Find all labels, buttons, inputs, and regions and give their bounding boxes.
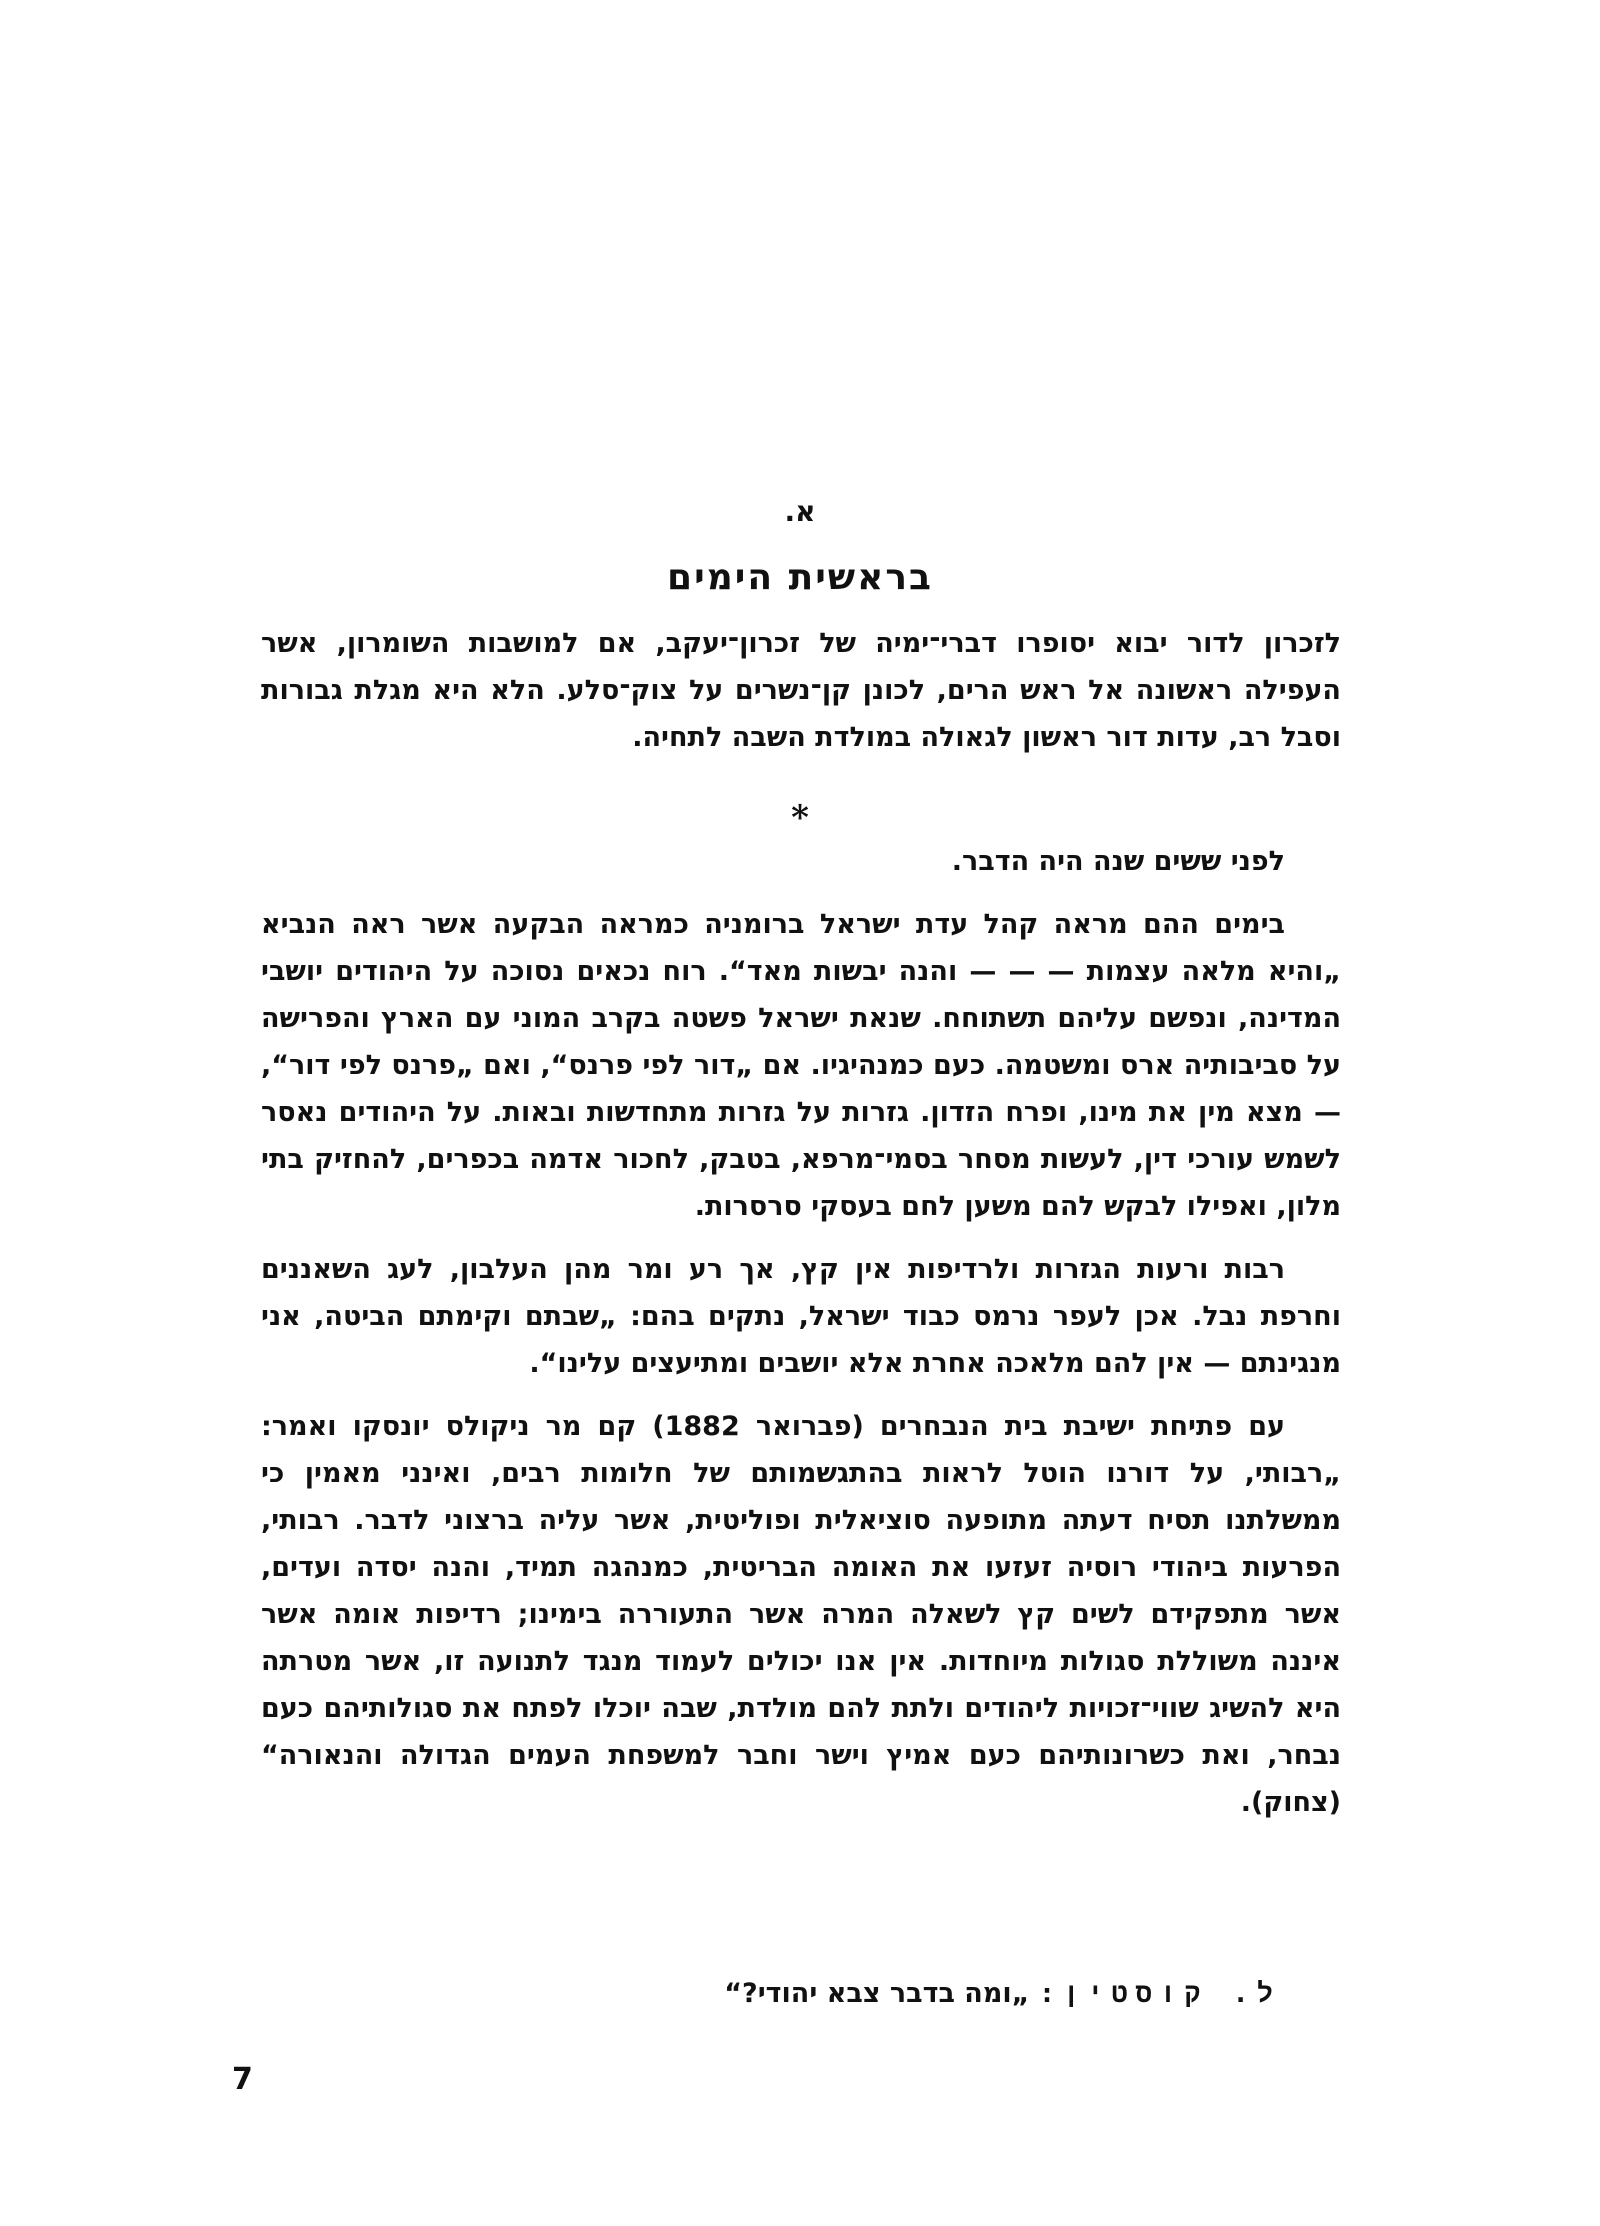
intro-paragraph: לזכרון לדור יבוא יסופרו דברי־ימיה של זכרון־יעקב, אם למושבות השומרון, אשר העפילה ראשונה אל ראש הרים, לכונן קן־נשרים על צוק־סלע. הלא היא מגלת גבורות וסבל רב, עדות דור ראשון לגאולה במולדת השבה לתחיה.: [261, 628, 1341, 753]
chapter-title: בראשית הימים: [667, 557, 933, 598]
paragraph-romania: בימים ההם מראה קהל עדת ישראל ברומניה כמראה הבקעה אשר ראה הנביא „והיא מלאה עצמות — — — והנה יבשות מאד“. רוח נכאים נסוכה על היהודים יושבי המדינה, ונפשם עליהם תשתוחח. שנאת ישראל פשטה בקרב המוני עם הארץ והפרישה על סביבותיה ארס ומשטמה. כעם כמנהיגיו. אם „דור לפי פרנס“, ואם „פרנס לפי דור“, — מצא מין את מינו, ופרח הזדון. גזרות על גזרות מתחדשות ובאות. על היהודים נאסר לשמש עורכי דין, לעשות מסחר בסמי־מרפא, בטבק, לחכור אדמה בכפרים, להחזיק בתי מלון, ואפילו לבקש להם משען לחם בעסקי סרסרות.: [261, 909, 1341, 1222]
paragraph-parliament: עם פתיחת ישיבת בית הנבחרים (פברואר 1882) קם מר ניקולס יונסקו ואמר: „רבותי, על דורנו הוטל לראות בהתגשמותם של חלומות רבים, ואינני מאמין כי ממשלתנו תסיח דעתה מתופעה סוציאלית ופוליטית, אשר עליה ברצוני לדבר. רבותי, הפרעות ביהודי רוסיה זעזעו את האומה הבריטית, כמנהגה תמיד, והנה יסדה ועדים, אשר מתפקידם לשים קץ לשאלה המרה אשר התעוררה בימינו; רדיפות אומה אשר איננה משוללת סגולות מיוחדות. אין אנו יכולים לעמוד מנגד לתנועה זו, אשר מטרתה היא להשיג שווי־זכויות ליהודים ולתת להם מולדת, שבה יוכלו לפתח את סגולותיהם כעם נבחר, ואת כשרונותיהם כעם אמיץ וישר וחבר למשפחת העמים הגדולה והנאורה“ (צחוק).: [261, 1411, 1341, 1818]
speaker-name: ל. קוסטין:: [1038, 1978, 1281, 2009]
chapter-number: א.: [784, 495, 816, 528]
speaker-quote: „ומה בדבר צבא יהודי?“: [724, 1978, 1030, 2009]
intro-block: [261, 620, 1341, 761]
paragraph-decrees: רבות ורעות הגזרות ולרדיפות אין קץ, אך רע ומר מהן העלבון, לעג השאננים וחרפת נבל. אכן לעפר נרמס כבוד ישראל, נתקים בהם: „שבתם וקימתם הביטה, אני מנגינתם — אין להם מלאכה אחרת אלא יושבים ומתיעצים עלינו“.: [261, 1254, 1341, 1379]
speaker-line: [261, 1970, 1281, 2017]
body-text: [261, 838, 1341, 1826]
page-number: 7: [232, 2062, 253, 2097]
paragraph-opening-line: לפני ששים שנה היה הדבר.: [951, 846, 1285, 877]
section-separator: *: [791, 798, 809, 838]
